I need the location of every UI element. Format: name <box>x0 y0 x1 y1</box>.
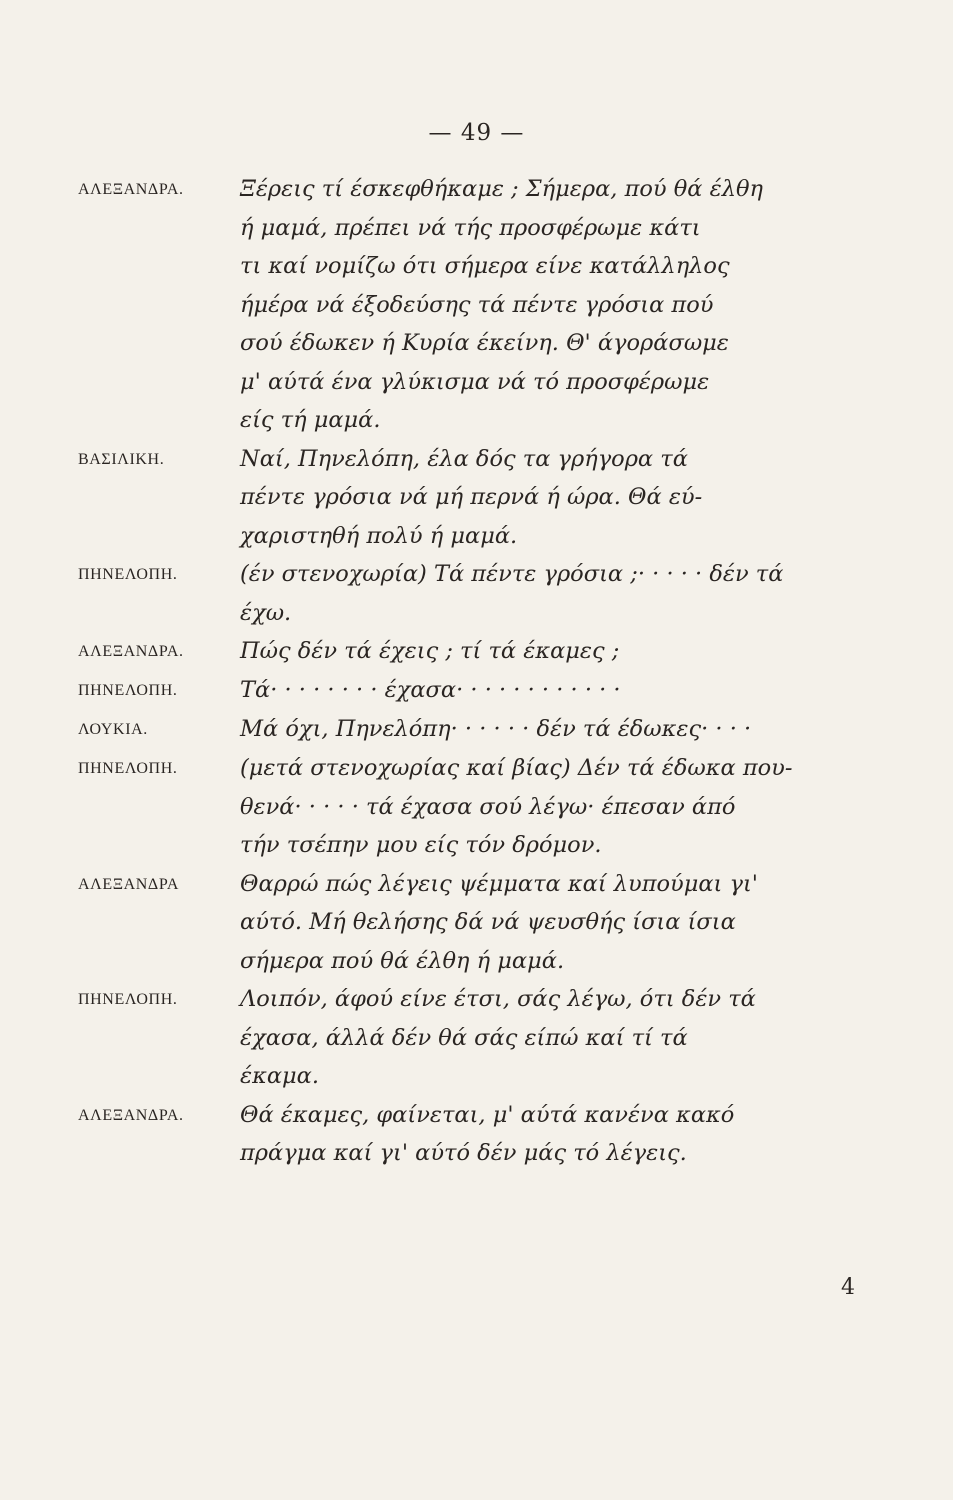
speech-line: τήν τσέπην μου είς τόν δρόμον. <box>240 832 602 858</box>
dialogue-entry <box>78 749 858 865</box>
speech-line: τι καί νομίζω ότι σήμερα είνε κατάλληλος <box>240 253 730 279</box>
signature-mark: 4 <box>841 1275 855 1300</box>
speech-line: Λοιπόν, άφού είνε έτσι, σάς λέγω, ότι δέν τά <box>240 986 756 1012</box>
speech-text <box>240 632 858 671</box>
speech-line: έχασα, άλλά δέν θά σάς είπώ καί τί τά <box>240 1024 688 1051</box>
speech-text <box>240 671 858 710</box>
speech-line: έχω. <box>240 599 292 626</box>
dialogue-entry <box>78 440 858 556</box>
dialogue-entry <box>78 170 858 440</box>
dialogue-entry <box>78 1096 858 1173</box>
speaker-name: ΒΑΣΙΛΙΚΗ. <box>78 450 165 468</box>
page-number: — 49 — <box>428 120 525 146</box>
speech-line: Θαρρώ πώς λέγεις ψέμματα καί λυπούμαι γι' <box>240 870 758 897</box>
speech-line: μ' αύτά ένα γλύκισμα νά τό προσφέρωμε <box>240 368 710 395</box>
speech-text <box>240 1096 858 1173</box>
speech-text <box>240 170 858 440</box>
speech-line: (έν στενοχωρία) Τά πέντε γρόσια ;· · · · · δέν τά <box>240 561 784 587</box>
speaker-name: ΠΗΝΕΛΟΠΗ. <box>78 760 178 777</box>
speech-line: Μά όχι, Πηνελόπη· · · · · · δέν τά έδωκες· · · · <box>240 716 752 742</box>
speech-line: θενά· · · · · τά έχασα σού λέγω· έπεσαν άπό <box>240 793 736 820</box>
speech-line: ή μαμά, πρέπει νά τής προσφέρωμε κάτι <box>240 214 701 241</box>
speaker-name: ΑΛΕΞΑΝΔΡΑ. <box>78 1106 184 1124</box>
dialogue-entry <box>78 865 858 981</box>
speech-line: αύτό. Μή θελήσης δά νά ψευσθής ίσια ίσια <box>240 909 736 935</box>
speech-line: (μετά στενοχωρίας καί βίας) Δέν τά έδωκα που- <box>240 755 793 781</box>
speech-line: Πώς δέν τά έχεις ; τί τά έκαμες ; <box>240 638 620 664</box>
speech-text <box>240 980 858 1096</box>
speech-line: έκαμα. <box>240 1063 319 1089</box>
speaker-name: ΑΛΕΞΑΝΔΡΑ <box>78 875 180 893</box>
speaker-name: ΠΗΝΕΛΟΠΗ. <box>78 682 178 699</box>
speech-text <box>240 865 858 981</box>
speech-text <box>240 555 858 632</box>
speech-line: είς τή μαμά. <box>240 407 381 433</box>
speech-line: ήμέρα νά έξοδεύσης τά πέντε γρόσια πού <box>240 291 714 318</box>
speech-line: Θά έκαμες, φαίνεται, μ' αύτά κανένα κακό <box>240 1101 735 1128</box>
speaker-name: ΠΗΝΕΛΟΠΗ. <box>78 566 178 583</box>
speech-text <box>240 710 858 749</box>
speech-line: πράγμα καί γι' αύτό δέν μάς τό λέγεις. <box>240 1140 687 1166</box>
speech-line: σού έδωκεν ή Κυρία έκείνη. Θ' άγοράσωμε <box>240 330 729 356</box>
dialogue <box>78 170 858 1173</box>
speech-line: Ξέρεις τί έσκεφθήκαμε ; Σήμερα, πού θά έλθη <box>240 176 764 202</box>
dialogue-entry <box>78 710 858 749</box>
speech-line: σήμερα πού θά έλθη ή μαμά. <box>240 947 565 974</box>
speech-line: Ναί, Πηνελόπη, έλα δός τα γρήγορα τά <box>240 445 688 472</box>
speech-line: Τά· · · · · · · · έχασα· · · · · · · · · · · · <box>240 677 621 703</box>
speaker-name: ΠΗΝΕΛΟΠΗ. <box>78 991 178 1008</box>
speaker-name: ΑΛΕΞΑΝΔΡΑ. <box>78 643 184 660</box>
speech-line: χαριστηθή πολύ ή μαμά. <box>240 522 518 549</box>
speech-line: πέντε γρόσια νά μή περνά ή ώρα. Θά εύ- <box>240 484 703 510</box>
speaker-name: ΑΛΕΞΑΝΔΡΑ. <box>78 181 184 198</box>
dialogue-entry <box>78 980 858 1096</box>
speaker-name: ΛΟΥΚΙΑ. <box>78 721 148 738</box>
dialogue-entry <box>78 632 858 671</box>
dialogue-entry <box>78 671 858 710</box>
speech-text <box>240 440 858 556</box>
dialogue-entry <box>78 555 858 632</box>
speech-text <box>240 749 858 865</box>
